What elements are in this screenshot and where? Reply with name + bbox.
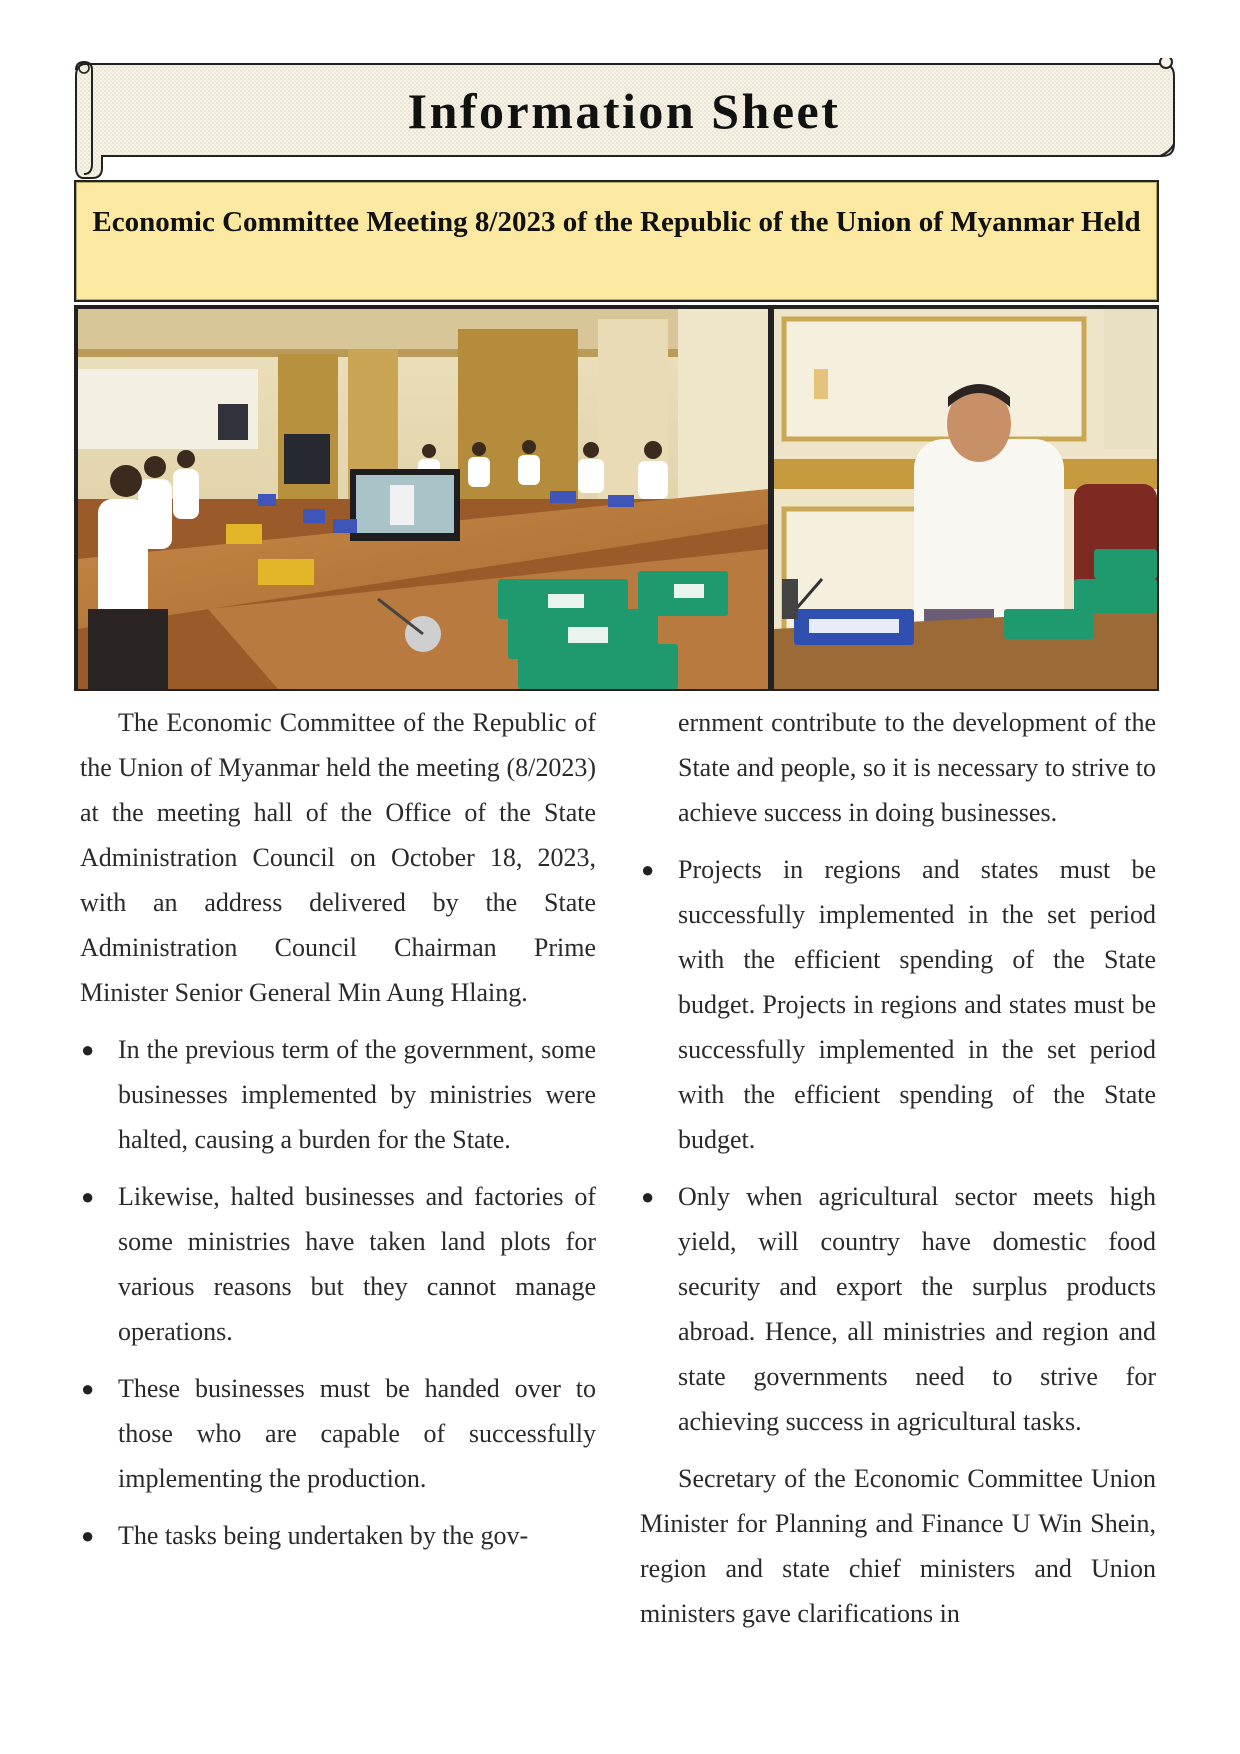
bullet-icon: ● — [81, 1376, 95, 1401]
headline-text: Economic Committee Meeting 8/2023 of the Republic of the Union of Myanmar Held — [92, 206, 1141, 238]
bullet-list-right — [640, 847, 1156, 1444]
intro-paragraph: The Economic Committee of the Republic of the Union of Myanmar held the meeting (8/2023) at the meeting hall of the Office of the State Administration Council on October 18, 2023, with an address delivered by the State Administration Council Chairman Prime Minister Senior General Min Aung Hlaing. — [80, 708, 596, 1007]
bullet-icon: ● — [81, 1523, 95, 1548]
list-item — [80, 1027, 596, 1162]
list-item — [640, 847, 1156, 1162]
list-item — [80, 1366, 596, 1501]
bullet-icon: ● — [81, 1184, 95, 1209]
speaker-photo — [774, 309, 1157, 689]
title-banner — [72, 58, 1176, 180]
list-item — [80, 1174, 596, 1354]
bullet-icon: ● — [641, 857, 655, 882]
bullet-text: Likewise, halted businesses and factories of some ministries have taken land plots for various reasons but they cannot manage operations. — [118, 1182, 596, 1346]
bullet-text: These businesses must be handed over to those who are capable of successfully implementing the production. — [118, 1374, 596, 1493]
bullet-text: In the previous term of the government, some businesses implemented by ministries were halted, causing a burden for the State. — [118, 1035, 596, 1154]
page-title: Information Sheet — [407, 83, 841, 139]
photo-strip — [74, 305, 1159, 691]
list-item — [640, 1174, 1156, 1444]
list-item — [80, 1513, 596, 1558]
article-column-left — [80, 700, 596, 1570]
closing-paragraph: Secretary of the Economic Committee Union Minister for Planning and Finance U Win Shein, region and state chief ministers and Union ministers gave clarifications in — [640, 1464, 1156, 1628]
article-column-right — [640, 700, 1156, 1636]
headline-box — [74, 180, 1159, 302]
meeting-hall-photo — [78, 309, 768, 689]
bullet-icon: ● — [641, 1184, 655, 1209]
bullet-text: The tasks being undertaken by the gov- — [118, 1521, 529, 1550]
bullet-icon: ● — [81, 1037, 95, 1062]
bullet-text: Projects in regions and states must be successfully implemented in the set period with the efficient spending of the State budget. Projects in regions and states must be successfully implemented in the set period with the efficient spending of the State budget. — [678, 855, 1156, 1154]
continued-paragraph: ernment contribute to the development of the State and people, so it is necessary to strive to achieve success in doing businesses. — [678, 708, 1157, 827]
bullet-list-left — [80, 1027, 596, 1558]
bullet-text: Only when agricultural sector meets high yield, will country have domestic food security and export the surplus products abroad. Hence, all ministries and region and state governments need to strive for achieving success in agricultural tasks. — [678, 1182, 1156, 1436]
